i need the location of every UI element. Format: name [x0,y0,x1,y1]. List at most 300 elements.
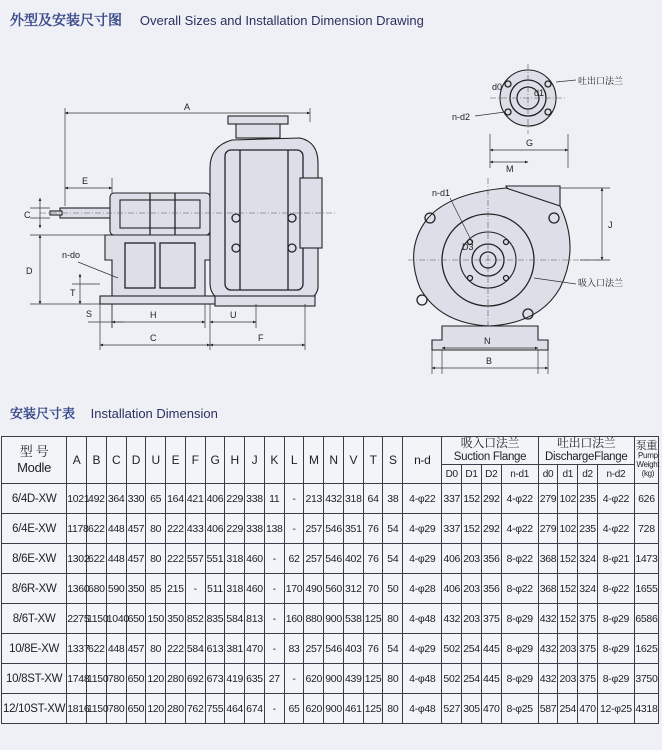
table-cell: 460 [245,544,265,574]
table-cell: - [264,604,284,634]
table-cell: 551 [205,544,225,574]
table-cell: 364 [106,484,126,514]
table-cell: - [185,574,205,604]
table-cell: 375 [578,604,598,634]
table-cell: 4-φ22 [597,484,634,514]
table-cell: 1748 [67,664,87,694]
table-row [2,664,659,694]
table-title-en: Installation Dimension [90,406,218,421]
table-cell: 402 [343,544,363,574]
table-cell: 280 [166,694,186,724]
header-model [2,437,67,484]
table-cell: 257 [304,514,324,544]
table-cell: 457 [126,514,146,544]
header-col-k: K [264,437,284,484]
table-cell: 584 [185,634,205,664]
table-cell: 8-φ29 [597,604,634,634]
table-cell: 62 [284,544,304,574]
header-discharge-flange [538,437,634,465]
table-cell: 432 [538,664,558,694]
label-suction-flange: 吸入口法兰 [578,278,624,288]
header-col-j: J [245,437,265,484]
cell-model: 6/4E-XW [2,514,67,544]
dim-label-n-do: n-do [62,250,81,260]
table-cell: 76 [363,514,383,544]
table-row [2,484,659,514]
table-cell: 557 [185,544,205,574]
subheader-discharge-n-d2: n-d2 [597,465,634,484]
table-cell: 54 [383,634,403,664]
table-cell: 54 [383,544,403,574]
table-cell: 546 [324,544,344,574]
cell-model: 8/6T-XW [2,604,67,634]
table-cell: 4-φ22 [501,484,538,514]
table-cell: 76 [363,544,383,574]
table-cell: 65 [284,694,304,724]
table-cell: 80 [146,634,166,664]
table-cell: 8-φ22 [501,544,538,574]
table-cell: 76 [363,634,383,664]
table-cell: 4-φ29 [403,514,442,544]
table-cell: 235 [578,514,598,544]
table-cell: 222 [166,634,186,664]
header-weight-cn: 泵重 [635,440,658,452]
table-cell: 80 [383,664,403,694]
table-cell: 4318 [634,694,658,724]
header-col-l: L [284,437,304,484]
table-cell: 8-φ22 [501,574,538,604]
table-cell: 254 [558,694,578,724]
table-cell: 502 [442,664,462,694]
header-suction-en: Suction Flange [453,451,527,463]
table-cell: 464 [225,694,245,724]
table-cell: 368 [538,574,558,604]
table-cell: 620 [304,694,324,724]
table-cell: 1337 [67,634,87,664]
subheader-discharge-d2: d2 [578,465,598,484]
table-cell: 1625 [634,634,658,664]
table-cell: 613 [205,634,225,664]
table-cell: 381 [225,634,245,664]
table-cell: 138 [264,514,284,544]
table-cell: 279 [538,484,558,514]
installation-dimension-table [1,436,659,724]
subheader-suction-n-d1: n-d1 [501,465,538,484]
table-cell: 80 [146,544,166,574]
table-cell: 546 [324,514,344,544]
table-cell: 421 [185,484,205,514]
dim-label-F: F [258,333,264,343]
subheader-suction-d1: D1 [462,465,482,484]
table-cell: 375 [578,664,598,694]
title-en: Overall Sizes and Installation Dimension Drawing [139,13,424,28]
table-cell: 38 [383,484,403,514]
header-col-n: N [324,437,344,484]
cell-model: 10/8ST-XW [2,664,67,694]
table-cell: 1816 [67,694,87,724]
table-cell: 900 [324,694,344,724]
table-cell: 780 [106,694,126,724]
table-cell: - [264,574,284,604]
header-col-t: T [363,437,383,484]
table-cell: 511 [205,574,225,604]
table-cell: 635 [245,664,265,694]
dim-label-E: E [82,176,89,186]
table-cell: 1302 [67,544,87,574]
table-cell: 213 [304,484,324,514]
table-cell: 457 [126,634,146,664]
table-cell: 4-φ48 [403,664,442,694]
table-cell: 85 [146,574,166,604]
table-cell: 8-φ29 [501,634,538,664]
table-cell: 292 [481,484,501,514]
table-cell: 50 [383,574,403,604]
table-cell: 406 [205,514,225,544]
header-weight-en: Pump Weight (kg) [636,451,660,478]
table-cell: 546 [324,634,344,664]
table-cell: - [284,514,304,544]
table-cell: 1473 [634,544,658,574]
header-col-u: U [146,437,166,484]
table-cell: 622 [86,514,106,544]
table-cell: 80 [383,694,403,724]
table-cell: 457 [126,544,146,574]
side-view [24,102,335,350]
table-cell: 12-φ25 [597,694,634,724]
table-cell: 852 [185,604,205,634]
table-cell: 356 [481,574,501,604]
table-cell: 492 [86,484,106,514]
table-cell: 305 [462,694,482,724]
header-col-a: A [67,437,87,484]
table-cell: - [284,484,304,514]
table-cell: 626 [634,484,658,514]
dim-label-T: T [70,288,76,298]
subheader-suction-d2: D2 [481,465,501,484]
table-cell: 432 [442,604,462,634]
table-cell: 4-φ22 [501,514,538,544]
table-cell: 527 [442,694,462,724]
table-cell: 70 [363,574,383,604]
table-cell: 406 [442,544,462,574]
table-cell: 650 [126,664,146,694]
table-cell: 102 [558,484,578,514]
table-cell: 622 [86,634,106,664]
table-cell: 620 [304,664,324,694]
table-cell: 324 [578,544,598,574]
table-cell: 222 [166,514,186,544]
table-cell: 835 [205,604,225,634]
table-cell: 470 [481,694,501,724]
header-model-cn: 型 号 [19,444,49,459]
table-cell: 318 [225,574,245,604]
table-cell: - [264,544,284,574]
table-cell: 560 [324,574,344,604]
table-cell: 448 [106,544,126,574]
table-cell: 1360 [67,574,87,604]
table-cell: 432 [538,604,558,634]
table-cell: 152 [462,514,482,544]
table-cell: 650 [126,604,146,634]
dim-label-S: S [86,309,93,319]
dim-label-C-shaft: C [24,210,31,220]
table-cell: 445 [481,664,501,694]
header-col-m: M [304,437,324,484]
table-cell: 125 [363,604,383,634]
table-cell: 502 [442,634,462,664]
header-suction-flange [442,437,538,465]
table-row [2,544,659,574]
table-cell: 8-φ21 [597,544,634,574]
table-row [2,574,659,604]
table-cell: 880 [304,604,324,634]
table-cell: 780 [106,664,126,694]
table-cell: 622 [86,544,106,574]
table-cell: 330 [126,484,146,514]
table-cell: 164 [166,484,186,514]
cell-model: 12/10ST-XW [2,694,67,724]
pump-dimension-drawing [0,38,662,398]
table-cell: 368 [538,544,558,574]
table-cell: 338 [245,514,265,544]
cell-model: 8/6E-XW [2,544,67,574]
table-cell: 152 [558,604,578,634]
header-col-e: E [166,437,186,484]
table-cell: 350 [166,604,186,634]
table-cell: 203 [462,544,482,574]
table-cell: 584 [225,604,245,634]
cell-model: 6/4D-XW [2,484,67,514]
dim-label-B: B [486,356,493,366]
table-cell: 419 [225,664,245,694]
table-cell: 538 [343,604,363,634]
table-cell: 280 [166,664,186,694]
table-cell: 728 [634,514,658,544]
table-cell: 102 [558,514,578,544]
table-cell: 4-φ48 [403,694,442,724]
table-cell: 433 [185,514,205,544]
table-cell: 1150 [86,694,106,724]
title-cn: 外型及安装尺寸图 [10,13,122,29]
table-cell: 439 [343,664,363,694]
table-cell: 406 [442,574,462,604]
table-cell: 8-φ29 [501,664,538,694]
table-cell: 8-φ29 [597,634,634,664]
table-cell: 1021 [67,484,87,514]
table-cell: 83 [284,634,304,664]
table-cell: 229 [225,484,245,514]
label-discharge-flange: 吐出口法兰 [578,76,624,86]
table-cell: 470 [578,694,598,724]
table-cell: 337 [442,484,462,514]
table-cell: 755 [205,694,225,724]
table-cell: 120 [146,694,166,724]
subheader-suction-d0: D0 [442,465,462,484]
table-row [2,514,659,544]
header-model-en: Modle [17,460,52,475]
table-cell: 257 [304,634,324,664]
table-cell: 1040 [106,604,126,634]
table-cell: 312 [343,574,363,604]
table-cell: 27 [264,664,284,694]
table-row [2,634,659,664]
table-cell: 680 [86,574,106,604]
table-cell: 587 [538,694,558,724]
table-cell: 375 [481,604,501,634]
table-cell: 350 [126,574,146,604]
dim-label-A: A [184,102,191,112]
header-col-n-d: n-d [403,437,442,484]
table-cell: 1150 [86,664,106,694]
table-cell: 673 [205,664,225,694]
header-col-b: B [86,437,106,484]
table-cell: 590 [106,574,126,604]
table-cell: 254 [462,634,482,664]
table-row [2,604,659,634]
table-cell: 160 [284,604,304,634]
table-cell: 222 [166,544,186,574]
header-col-f: F [185,437,205,484]
table-cell: 11 [264,484,284,514]
table-cell: 813 [245,604,265,634]
header-col-g: G [205,437,225,484]
table-cell: 650 [126,694,146,724]
table-cell: 461 [343,694,363,724]
table-cell: 1178 [67,514,87,544]
table-row [2,694,659,724]
table-cell: 152 [558,574,578,604]
table-cell: 318 [225,544,245,574]
table-cell: 125 [363,694,383,724]
table-cell: 337 [442,514,462,544]
table-cell: 6586 [634,604,658,634]
table-cell: 4-φ29 [403,634,442,664]
header-col-c: C [106,437,126,484]
table-cell: 324 [578,574,598,604]
table-cell: 170 [284,574,304,604]
table-cell: 1150 [86,604,106,634]
dim-label-U: U [230,310,237,320]
table-cell: 80 [146,514,166,544]
table-cell: 375 [578,634,598,664]
table-cell: 4-φ29 [403,544,442,574]
table-cell: 152 [462,484,482,514]
table-cell: - [264,694,284,724]
table-cell: 229 [225,514,245,544]
table-cell: 257 [304,544,324,574]
table-cell: 203 [558,664,578,694]
table-cell: 125 [363,664,383,694]
header-suction-cn: 吸入口法兰 [460,436,520,450]
page-title [10,10,424,30]
table-cell: 470 [245,634,265,664]
table-cell: 8-φ29 [501,604,538,634]
table-cell: 4-φ22 [403,484,442,514]
table-cell: 3750 [634,664,658,694]
table-cell: 8-φ25 [501,694,538,724]
table-cell: 235 [578,484,598,514]
table-cell: 292 [481,514,501,544]
table-cell: 460 [245,574,265,604]
table-cell: 406 [205,484,225,514]
cell-model: 10/8E-XW [2,634,67,664]
table-cell: 8-φ22 [597,574,634,604]
header-discharge-cn: 吐出口法兰 [556,436,616,450]
table-cell: 64 [363,484,383,514]
table-cell: 900 [324,604,344,634]
table-cell: 445 [481,634,501,664]
table-cell: 490 [304,574,324,604]
table-header-row [2,437,659,465]
table-cell: 203 [462,604,482,634]
header-col-d: D [126,437,146,484]
dim-label-n-d1: n-d1 [432,188,451,198]
table-cell: 4-φ22 [597,514,634,544]
dim-label-D: D [26,266,33,276]
table-cell: 448 [106,514,126,544]
table-cell: 150 [146,604,166,634]
table-cell: 203 [558,634,578,664]
subheader-discharge-d0: d0 [538,465,558,484]
table-cell: 2275 [67,604,87,634]
dim-label-M: M [506,164,514,174]
cell-model: 8/6R-XW [2,574,67,604]
table-cell: 432 [538,634,558,664]
table-cell: 152 [558,544,578,574]
dim-label-H: H [150,310,157,320]
header-col-v: V [343,437,363,484]
dim-label-d0: d0 [492,82,503,92]
header-pump-weight [634,437,658,484]
table-cell: 1655 [634,574,658,604]
table-cell: - [284,664,304,694]
table-cell: 54 [383,514,403,544]
table-cell: 8-φ29 [597,664,634,694]
table-cell: 403 [343,634,363,664]
table-cell: - [264,634,284,664]
header-col-s: S [383,437,403,484]
table-cell: 900 [324,664,344,694]
table-cell: 318 [343,484,363,514]
header-discharge-en: DischargeFlange [545,451,628,463]
table-cell: 432 [324,484,344,514]
table-cell: 120 [146,664,166,694]
table-cell: 279 [538,514,558,544]
dim-label-N: N [484,336,491,346]
table-cell: 215 [166,574,186,604]
dim-label-C-base: C [150,333,157,343]
dim-label-d1: d1 [534,88,545,98]
table-cell: 80 [383,604,403,634]
dim-label-n-d2: n-d2 [452,112,471,122]
table-title-cn: 安装尺寸表 [10,407,76,422]
table-cell: 4-φ48 [403,604,442,634]
table-cell: 692 [185,664,205,694]
table-section-title [10,403,218,422]
front-view [408,64,623,374]
table-cell: 254 [462,664,482,694]
table-cell: 448 [106,634,126,664]
table-cell: 356 [481,544,501,574]
dim-label-G: G [526,138,534,148]
table-cell: 351 [343,514,363,544]
table-cell: 762 [185,694,205,724]
dim-label-D3: D3 [462,242,474,252]
dim-label-J: J [608,220,613,230]
table-cell: 65 [146,484,166,514]
table-cell: 203 [462,574,482,604]
table-cell: 674 [245,694,265,724]
